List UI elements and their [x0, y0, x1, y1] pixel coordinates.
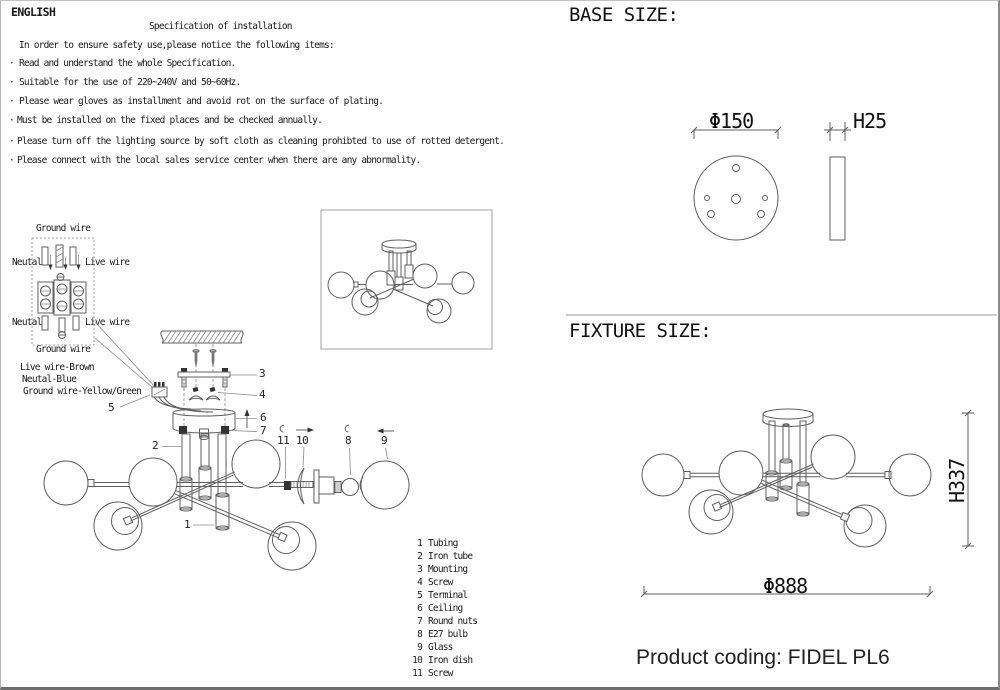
- bullet-dot: ·: [9, 155, 14, 166]
- callout-11: 11: [277, 434, 290, 447]
- safety-item: Read and understand the whole Specification.: [19, 58, 236, 69]
- bullet-dot: ·: [9, 96, 14, 107]
- wire-legend-ground: Ground wire-Yellow/Green: [23, 386, 142, 397]
- left-arrow-icon: [377, 429, 394, 434]
- part-item: 10 Iron dish: [412, 655, 473, 666]
- wiring-diagram: [32, 238, 159, 393]
- safety-item: Please connect with the local sales service center when there are any abnormality.: [17, 155, 421, 166]
- rotate-arrow-icon: [280, 425, 349, 432]
- right-arrow-icon: [296, 428, 314, 433]
- wing-screws: [189, 387, 220, 400]
- exploded-socket-assembly: [284, 461, 409, 509]
- wire-legend-live: Live wire-Brown: [20, 362, 94, 373]
- bullet-dot: ·: [9, 136, 14, 147]
- part-item: 1 Tubing: [417, 538, 458, 549]
- wire-label-ground-bottom: Ground wire: [36, 344, 91, 355]
- callout-10: 10: [296, 434, 309, 447]
- base-size-drawing: [691, 122, 851, 240]
- callout-5: 5: [108, 401, 115, 414]
- wire-label-ground-top: Ground wire: [36, 223, 91, 234]
- ceiling-screws: [193, 350, 216, 368]
- callout-6: 6: [260, 411, 267, 424]
- e27-bulb: [335, 479, 359, 496]
- height-dimension: [824, 122, 851, 141]
- ceiling-drawing: [161, 331, 243, 343]
- part-item: 11 Screw: [412, 668, 453, 679]
- callout-9: 9: [381, 434, 388, 447]
- spec-title: Specification of installation: [149, 21, 292, 32]
- bullet-dot: ·: [9, 77, 14, 88]
- mounting-bracket: [178, 368, 230, 387]
- wire-label-live-bottom: Live wire: [85, 317, 130, 328]
- part-item: 2 Iron tube: [417, 551, 473, 562]
- bullet-dot: ·: [9, 58, 14, 69]
- product-coding: Product coding: FIDEL PL6: [636, 646, 890, 669]
- wire-legend-neutral: Neutal-Blue: [22, 374, 77, 385]
- part-item: 9 Glass: [417, 642, 453, 653]
- safety-item: Please wear gloves as installment and avoid rot on the surface of plating.: [19, 96, 384, 107]
- size-drawings: [556, 1, 1000, 690]
- fixture-height-dim: H337: [945, 458, 969, 503]
- base-diameter-dim: Φ150: [709, 109, 754, 133]
- fixture-height-dimension: [962, 410, 974, 549]
- callout-1: 1: [184, 518, 191, 531]
- base-size-heading: BASE SIZE:: [569, 4, 679, 26]
- callout-2: 2: [152, 439, 159, 452]
- safety-item: Please turn off the lighting source by soft cloth as cleaning prohibted to use of rotted detergent.: [17, 136, 505, 147]
- fixture-diameter-dim: Φ888: [763, 574, 808, 598]
- base-height-dim: H25: [853, 109, 887, 133]
- part-item: 6 Ceiling: [417, 603, 463, 614]
- part-item: 3 Mounting: [417, 564, 468, 575]
- part-item: 5 Terminal: [417, 590, 468, 601]
- wire-label-neutral-top: Neutal: [12, 257, 42, 268]
- fixture-size-heading: FIXTURE SIZE:: [569, 320, 712, 342]
- round-nut: [179, 426, 187, 434]
- installation-diagram: [1, 201, 556, 690]
- wire-label-live-top: Live wire: [85, 257, 130, 268]
- part-item: 4 Screw: [417, 577, 453, 588]
- part-item: 7 Round nuts: [417, 616, 478, 627]
- diameter-dimension: [691, 127, 781, 139]
- round-nut: [221, 426, 229, 434]
- fixture-size-drawing: [641, 409, 974, 597]
- fixture-diameter-dimension: [641, 586, 933, 597]
- bullet-dot: ·: [9, 115, 14, 126]
- safety-item: Suitable for the use of 220~240V and 50~60Hz.: [19, 77, 241, 88]
- wire-label-neutral-bottom: Neutal: [12, 317, 42, 328]
- part-item: 8 E27 bulb: [417, 629, 468, 640]
- callout-8: 8: [345, 434, 352, 447]
- callout-4: 4: [259, 388, 266, 401]
- language-label: ENGLISH: [11, 5, 56, 19]
- safety-item: Must be installed on the fixed places and be checked annually.: [17, 115, 323, 126]
- callout-7: 7: [260, 424, 267, 437]
- intro-line: In order to ensure safety use,please notice the following items:: [19, 40, 334, 51]
- inset-overview-drawing: [321, 210, 492, 349]
- callout-3: 3: [259, 367, 266, 380]
- glass-shade: [360, 461, 409, 509]
